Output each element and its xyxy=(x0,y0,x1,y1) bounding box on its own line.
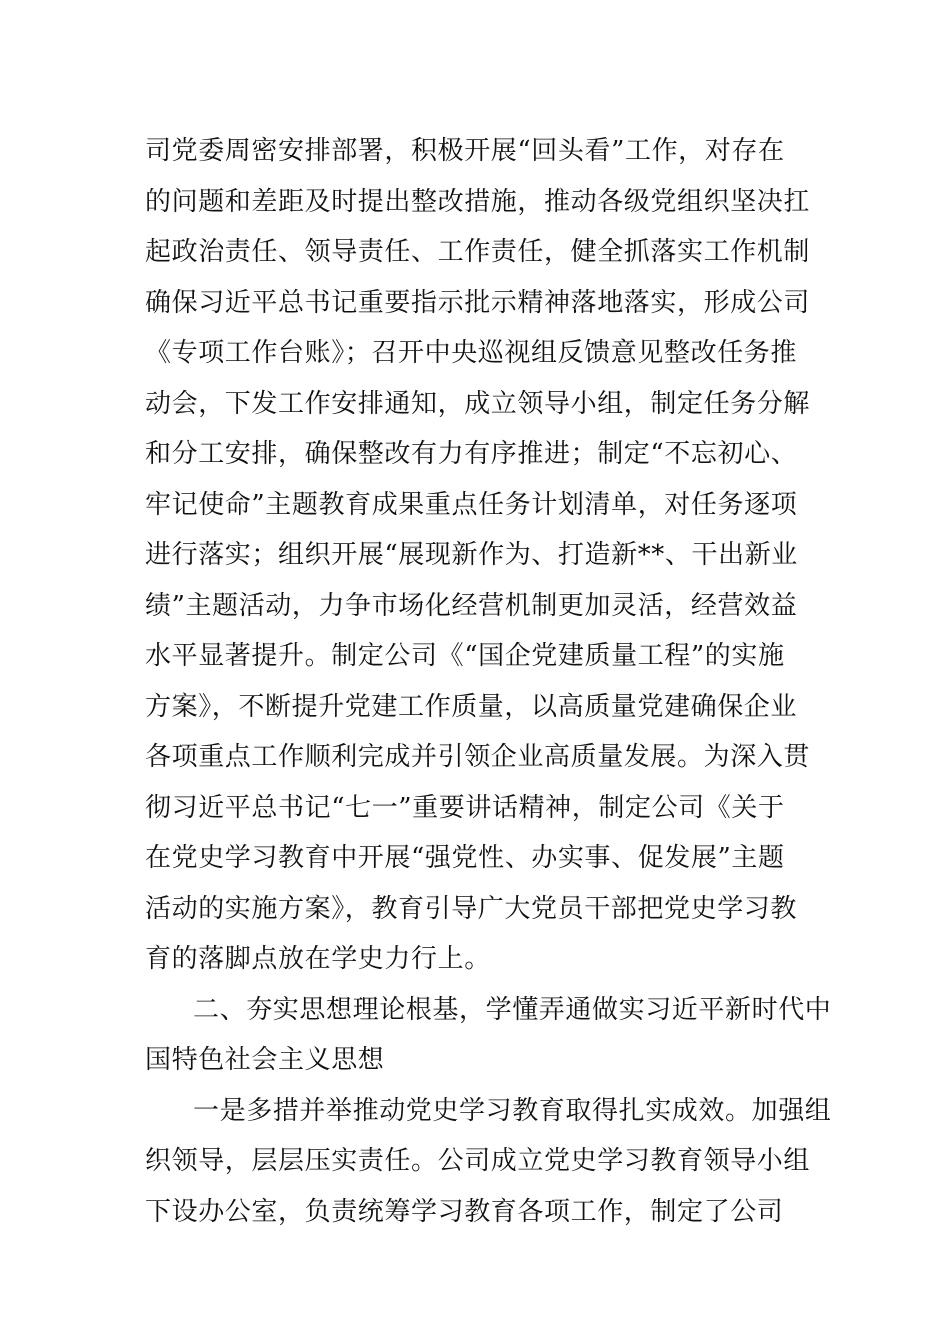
body-text xyxy=(145,126,832,1237)
text-line: 活动的实施方案》，教育引导广大党员干部把党史学习教 xyxy=(145,893,798,924)
text-line: 和分工安排，确保整改有力有序推进；制定“不忘初心、 xyxy=(145,439,798,469)
text-line: 进行落实；组织开展“展现新作为、打造新**、干出新业 xyxy=(145,540,798,570)
text-line: 各项重点工作顺利完成并引领企业高质量发展。为深入贯 xyxy=(145,742,811,772)
text-line: 下设办公室，负责统筹学习教育各项工作，制定了公司 xyxy=(145,1196,784,1227)
text-line: 在党史学习教育中开展“强党性、办实事、促发展”主题 xyxy=(145,843,785,873)
text-line: 动会，下发工作安排通知，成立领导小组，制定任务分解 xyxy=(145,388,811,419)
text-line: 彻习近平总书记“七一”重要讲话精神，制定公司《关于 xyxy=(145,792,785,823)
text-line: 织领导，层层压实责任。公司成立党史学习教育领导小组 xyxy=(145,1146,811,1176)
text-line: 一是多措并举推动党史学习教育取得扎实成效。加强组 xyxy=(193,1095,832,1126)
text-line: 方案》，不断提升党建工作质量，以高质量党建确保企业 xyxy=(145,691,798,722)
text-line: 确保习近平总书记重要指示批示精神落地落实，形成公司 xyxy=(145,287,811,318)
text-line: 育的落脚点放在学史力行上。 xyxy=(145,944,491,974)
section-heading: 二、夯实思想理论根基，学懂弄通做实习近平新时代中 xyxy=(193,994,832,1025)
text-line: 司党委周密安排部署，积极开展“回头看”工作，对存在 xyxy=(145,136,785,166)
text-line: 牢记使命”主题教育成果重点任务计划清单，对任务逐项 xyxy=(145,489,798,520)
text-line: 《专项工作台账》；召开中央巡视组反馈意见整改任务推 xyxy=(145,338,798,368)
text-line: 的问题和差距及时提出整改措施，推动各级党组织坚决扛 xyxy=(145,186,811,217)
section-heading-continuation: 国特色社会主义思想 xyxy=(145,1045,385,1075)
text-line: 水平显著提升。制定公司《“国企党建质量工程”的实施 xyxy=(145,641,785,671)
text-line: 绩”主题活动，力争市场化经营机制更加灵活，经营效益 xyxy=(145,590,798,621)
text-line: 起政治责任、领导责任、工作责任，健全抓落实工作机制 xyxy=(145,237,811,267)
